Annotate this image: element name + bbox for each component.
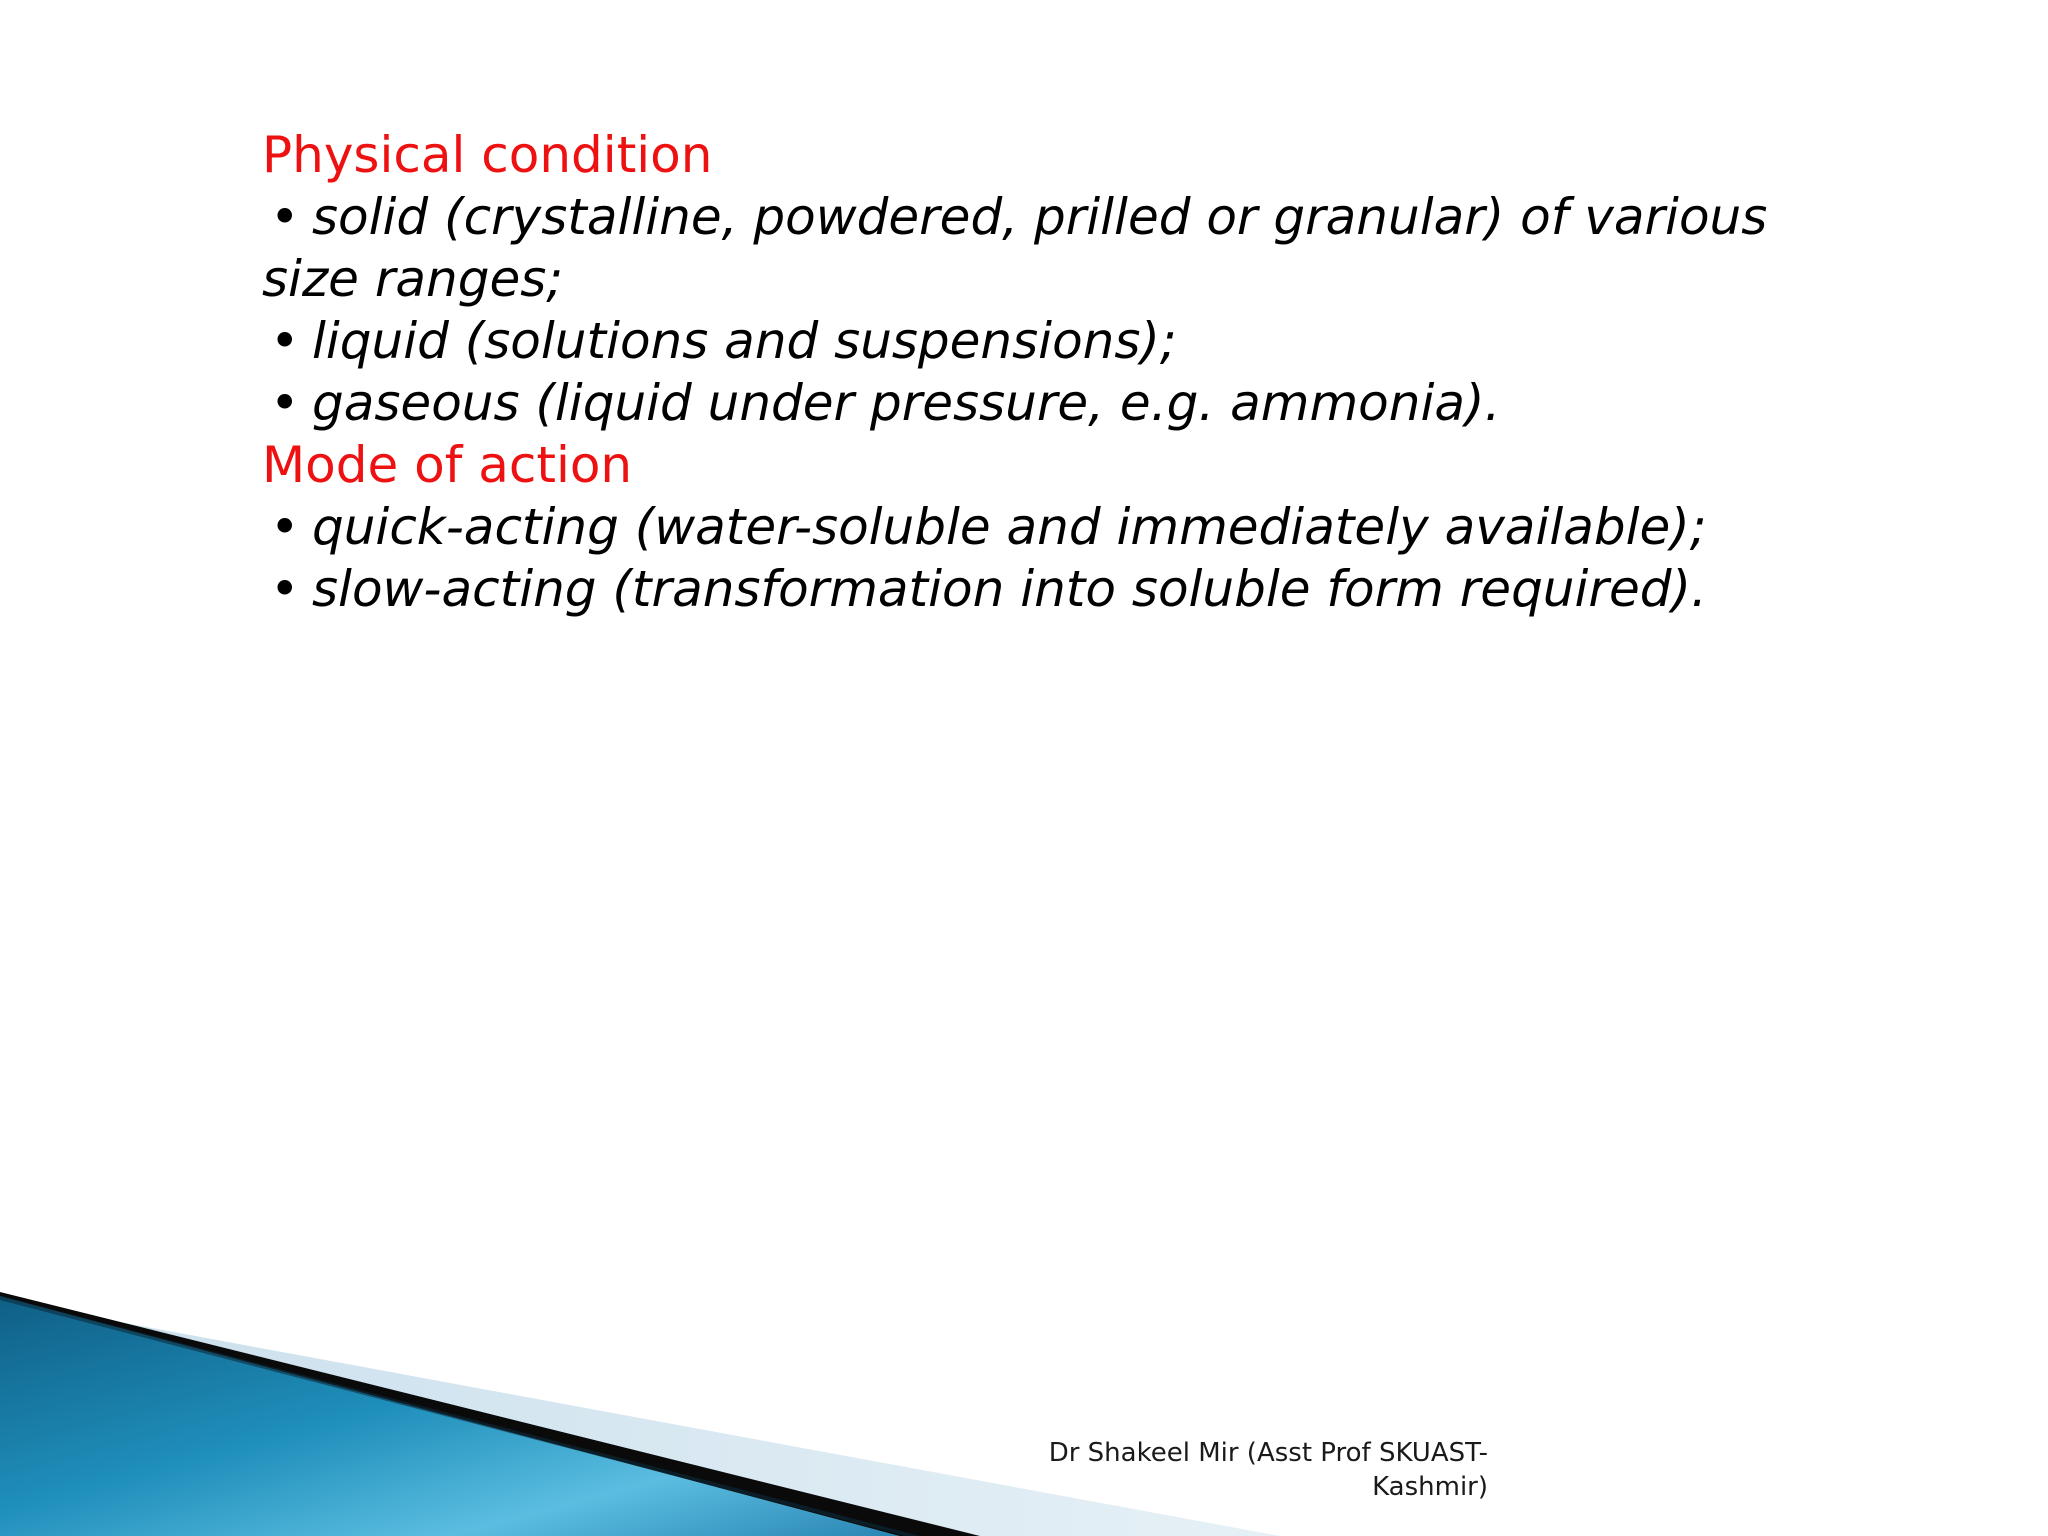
bullet-icon: • <box>270 498 300 556</box>
heading-mode-of-action: Mode of action <box>262 436 633 494</box>
bullet-icon: • <box>270 312 300 370</box>
footer-line-1: Dr Shakeel Mir (Asst Prof SKUAST- <box>1048 1438 1488 1468</box>
footer-line-2: Kashmir) <box>1372 1472 1488 1502</box>
bullet-text: quick-acting (water-soluble and immediately available); <box>312 498 1707 556</box>
bullet-icon: • <box>270 560 300 618</box>
list-item <box>262 496 1822 558</box>
list-item <box>262 186 1822 310</box>
bullet-text: liquid (solutions and suspensions); <box>312 312 1177 370</box>
heading-physical-condition: Physical condition <box>262 126 713 184</box>
footer-author <box>928 1436 1488 1504</box>
slide-body <box>262 124 1822 620</box>
list-item <box>262 558 1822 620</box>
bullet-icon: • <box>270 188 300 246</box>
bullet-text: slow-acting (transformation into soluble form required). <box>312 560 1707 618</box>
list-item <box>262 372 1822 434</box>
list-item <box>262 310 1822 372</box>
bullet-icon: • <box>270 374 300 432</box>
bullet-text: gaseous (liquid under pressure, e.g. ammonia). <box>312 374 1501 432</box>
bullet-text: solid (crystalline, powdered, prilled or granular) of various size ranges; <box>262 188 1768 308</box>
